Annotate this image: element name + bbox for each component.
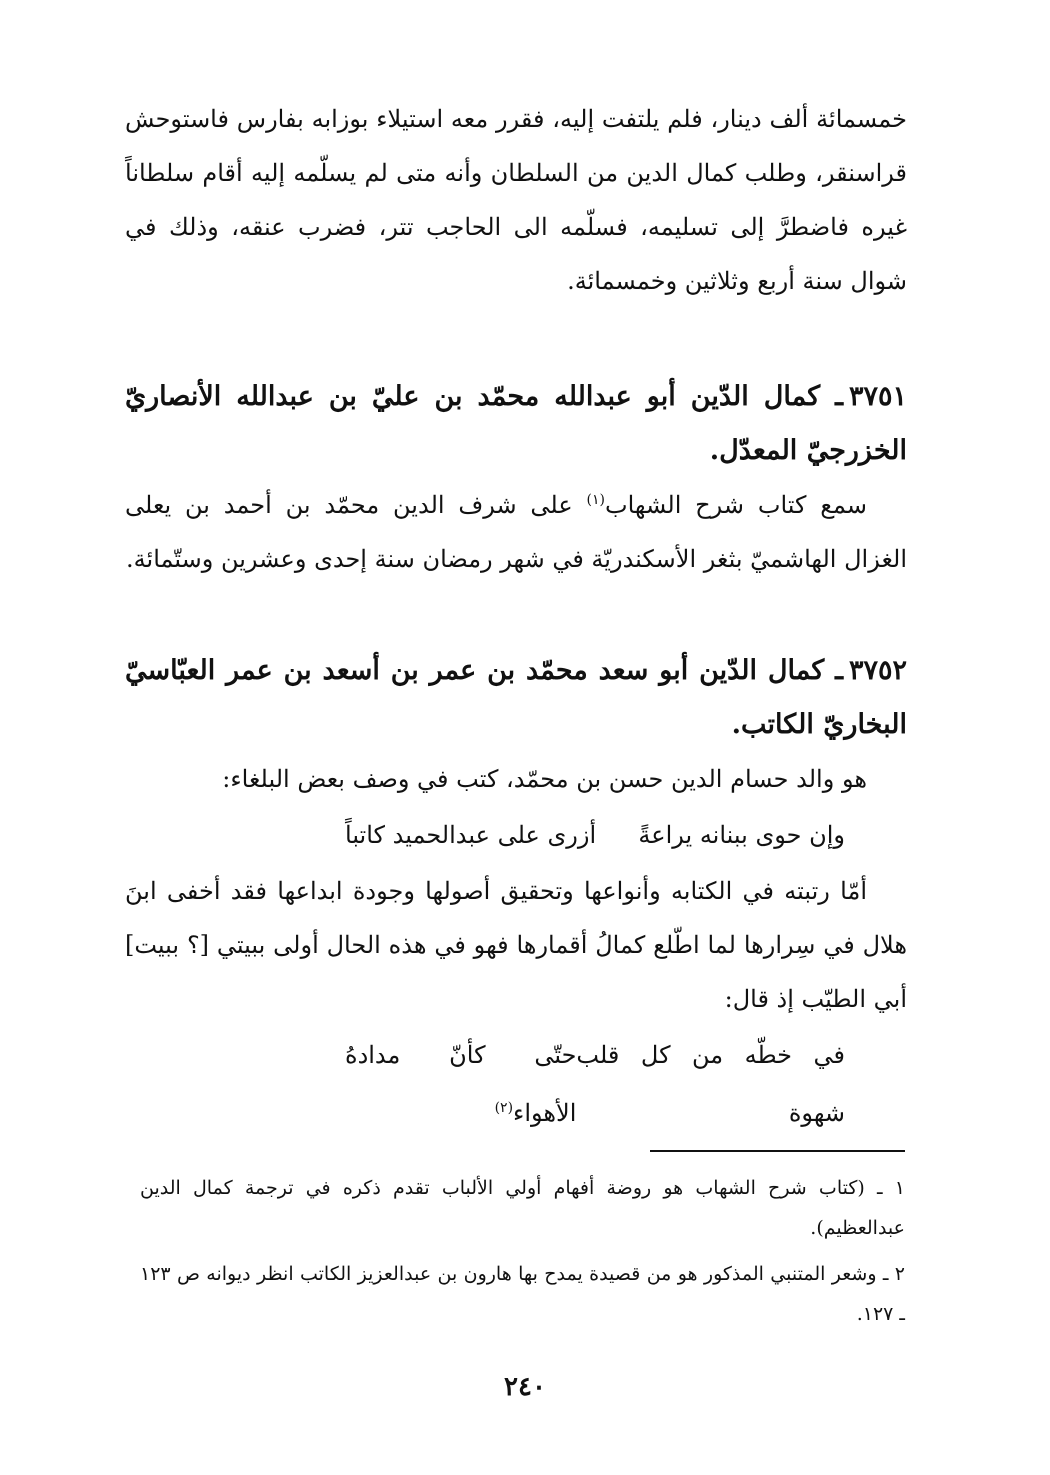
- entry-3751: [125, 370, 907, 586]
- entry-title: ـ كمال الدّين أبو سعد محمّد بن عمر بن أسعد بن عمر العبّاسيّ البخاريّ الكاتب.: [125, 655, 907, 740]
- spacer: [125, 586, 907, 644]
- intro-paragraph: خمسمائة ألف دينار، فلم يلتفت إليه، فقرر معه استيلاء بوزابه بفارس فاستوحش قراسنقر، وطلب كمال الدين من السلطان وأنه متى لم يسلّمه إليه أقام سلطاناً غيره فاضطرَّ إلى تسليمه، فسلّمه الى الحاجب تتر، فضرب عنقه، وذلك في شوال سنة أربع وثلاثين وخمسمائة.: [125, 105, 907, 295]
- footnote-ref: (٢): [494, 1100, 514, 1116]
- footnote-ref: (١): [586, 492, 605, 508]
- entry-number: ٣٧٥٢: [848, 655, 907, 686]
- verse-second-hemistich: [345, 1026, 576, 1142]
- entry-number: ٣٧٥١: [848, 381, 907, 412]
- entry-title: ـ كمال الدّين أبو عبدالله محمّد بن عليّ بن عبدالله الأنصاريّ الخزرجيّ المعدّل.: [125, 381, 907, 466]
- entry-heading: [125, 370, 907, 478]
- footnote-divider: [650, 1150, 905, 1152]
- verse-line: [125, 806, 907, 864]
- verse-first-hemistich: وإن حوى ببنانه يراعةً: [638, 821, 845, 849]
- entry-body: أمّا رتبته في الكتابه وأنواعها وتحقيق أصولها وجودة ابداعها فقد أخفى ابنَ هلال في سِرارها لما اطّلع كمالُ أقمارها فهو في هذه الحال أولى ببيتي [؟ ببيت] أبي الطيّب إذ قال:: [125, 877, 907, 1013]
- footnotes: [140, 1150, 905, 1340]
- entry-body: [125, 478, 907, 586]
- entry-body-text: على شرف الدين محمّد بن أحمد بن يعلى الغزال الهاشميّ بثغر الأسكندريّة في شهر رمضان سنة إحدى وعشرين وستّمائة.: [125, 491, 907, 573]
- footnote: ١ ـ (كتاب شرح الشهاب هو روضة أفهام أولي الألباب تقدم ذكره في ترجمة كمال الدين عبدالعظيم).: [140, 1177, 905, 1239]
- entry-intro: هو والد حسام الدين حسن بن محمّد، كتب في وصف بعض البلغاء:: [222, 765, 867, 793]
- verse-first-hemistich: في خطّه من كل قلب شهوة: [576, 1041, 845, 1127]
- entry-heading: [125, 644, 907, 752]
- footnote: ٢ ـ وشعر المتنبي المذكور هو من قصيدة يمدح بها هارون بن عبدالعزيز الكاتب انظر ديوانه ص ١٢٣ ـ ١٢٧.: [140, 1263, 905, 1325]
- spacer: [125, 308, 907, 370]
- entry-body-text: سمع كتاب شرح الشهاب: [605, 491, 868, 519]
- verse-second-hemistich: أزرى على عبدالحميد كاتباً: [345, 821, 597, 849]
- page-number: ٢٤٠: [504, 1372, 546, 1402]
- main-text: [125, 92, 907, 1142]
- entry-3752: [125, 644, 907, 1142]
- verse-text: حتّى كأنّ مدادهُ الأهواء: [345, 1041, 577, 1127]
- verse-line: [125, 1026, 907, 1142]
